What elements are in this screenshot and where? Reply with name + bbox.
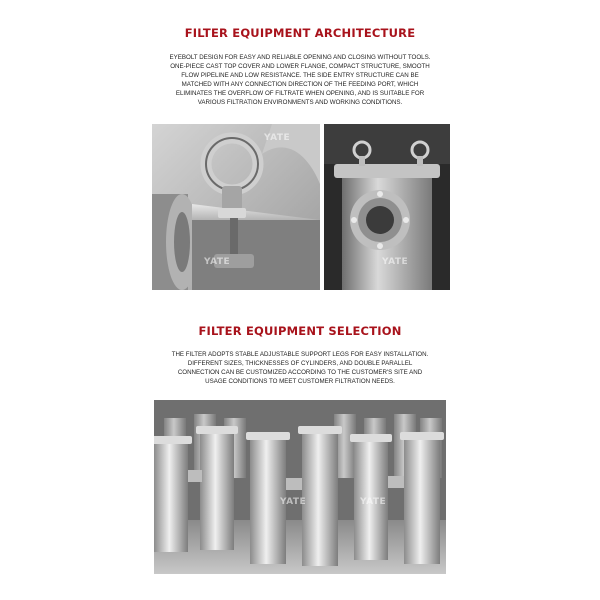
text-line: ELIMINATES THE OVERFLOW OF FILTRATE WHEN OPENING, AND IS SUITABLE FOR [175,90,425,97]
factory-filters-photo [154,400,446,574]
text-line: VARIOUS FILTRATION ENVIRONMENTS AND WORKING CONDITIONS. [197,99,403,106]
text-line: ONE-PIECE CAST TOP COVER AND LOWER FLANGE, COMPACT STRUCTURE, SMOOTH [170,63,430,70]
text-line: DIFFERENT SIZES, THICKNESSES OF CYLINDERS, AND DOUBLE PARALLEL [187,360,413,367]
svg-text:YATE: YATE [382,257,409,267]
text-line: FLOW PIPELINE AND LOW RESISTANCE. THE SIDE ENTRY STRUCTURE CAN BE [181,72,419,79]
section-selection-title: FILTER EQUIPMENT SELECTION [198,324,402,338]
svg-text:YATE: YATE [280,497,307,507]
text-line: USAGE CONDITIONS TO MEET CUSTOMER FILTRATION NEEDS. [205,378,395,385]
section-architecture-title: FILTER EQUIPMENT ARCHITECTURE [184,26,416,40]
text-line: MATCHED WITH ANY CONNECTION DIRECTION OF THE FEEDING PORT, WHICH [181,81,419,88]
eyebolt-closeup-photo [152,124,320,290]
text-line: CONNECTION CAN BE CUSTOMIZED ACCORDING TO THE CUSTOMER'S SITE AND [177,369,423,376]
text-line: EYEBOLT DESIGN FOR EASY AND RELIABLE OPENING AND CLOSING WITHOUT TOOLS. [169,54,431,61]
filter-housing-photo [322,124,450,290]
section-selection-text [150,350,450,386]
svg-text:YATE: YATE [264,133,291,143]
svg-text:YATE: YATE [204,257,231,267]
text-line: THE FILTER ADOPTS STABLE ADJUSTABLE SUPPORT LEGS FOR EASY INSTALLATION. [171,351,429,358]
svg-text:YATE: YATE [360,497,387,507]
section-architecture-text [150,53,450,107]
